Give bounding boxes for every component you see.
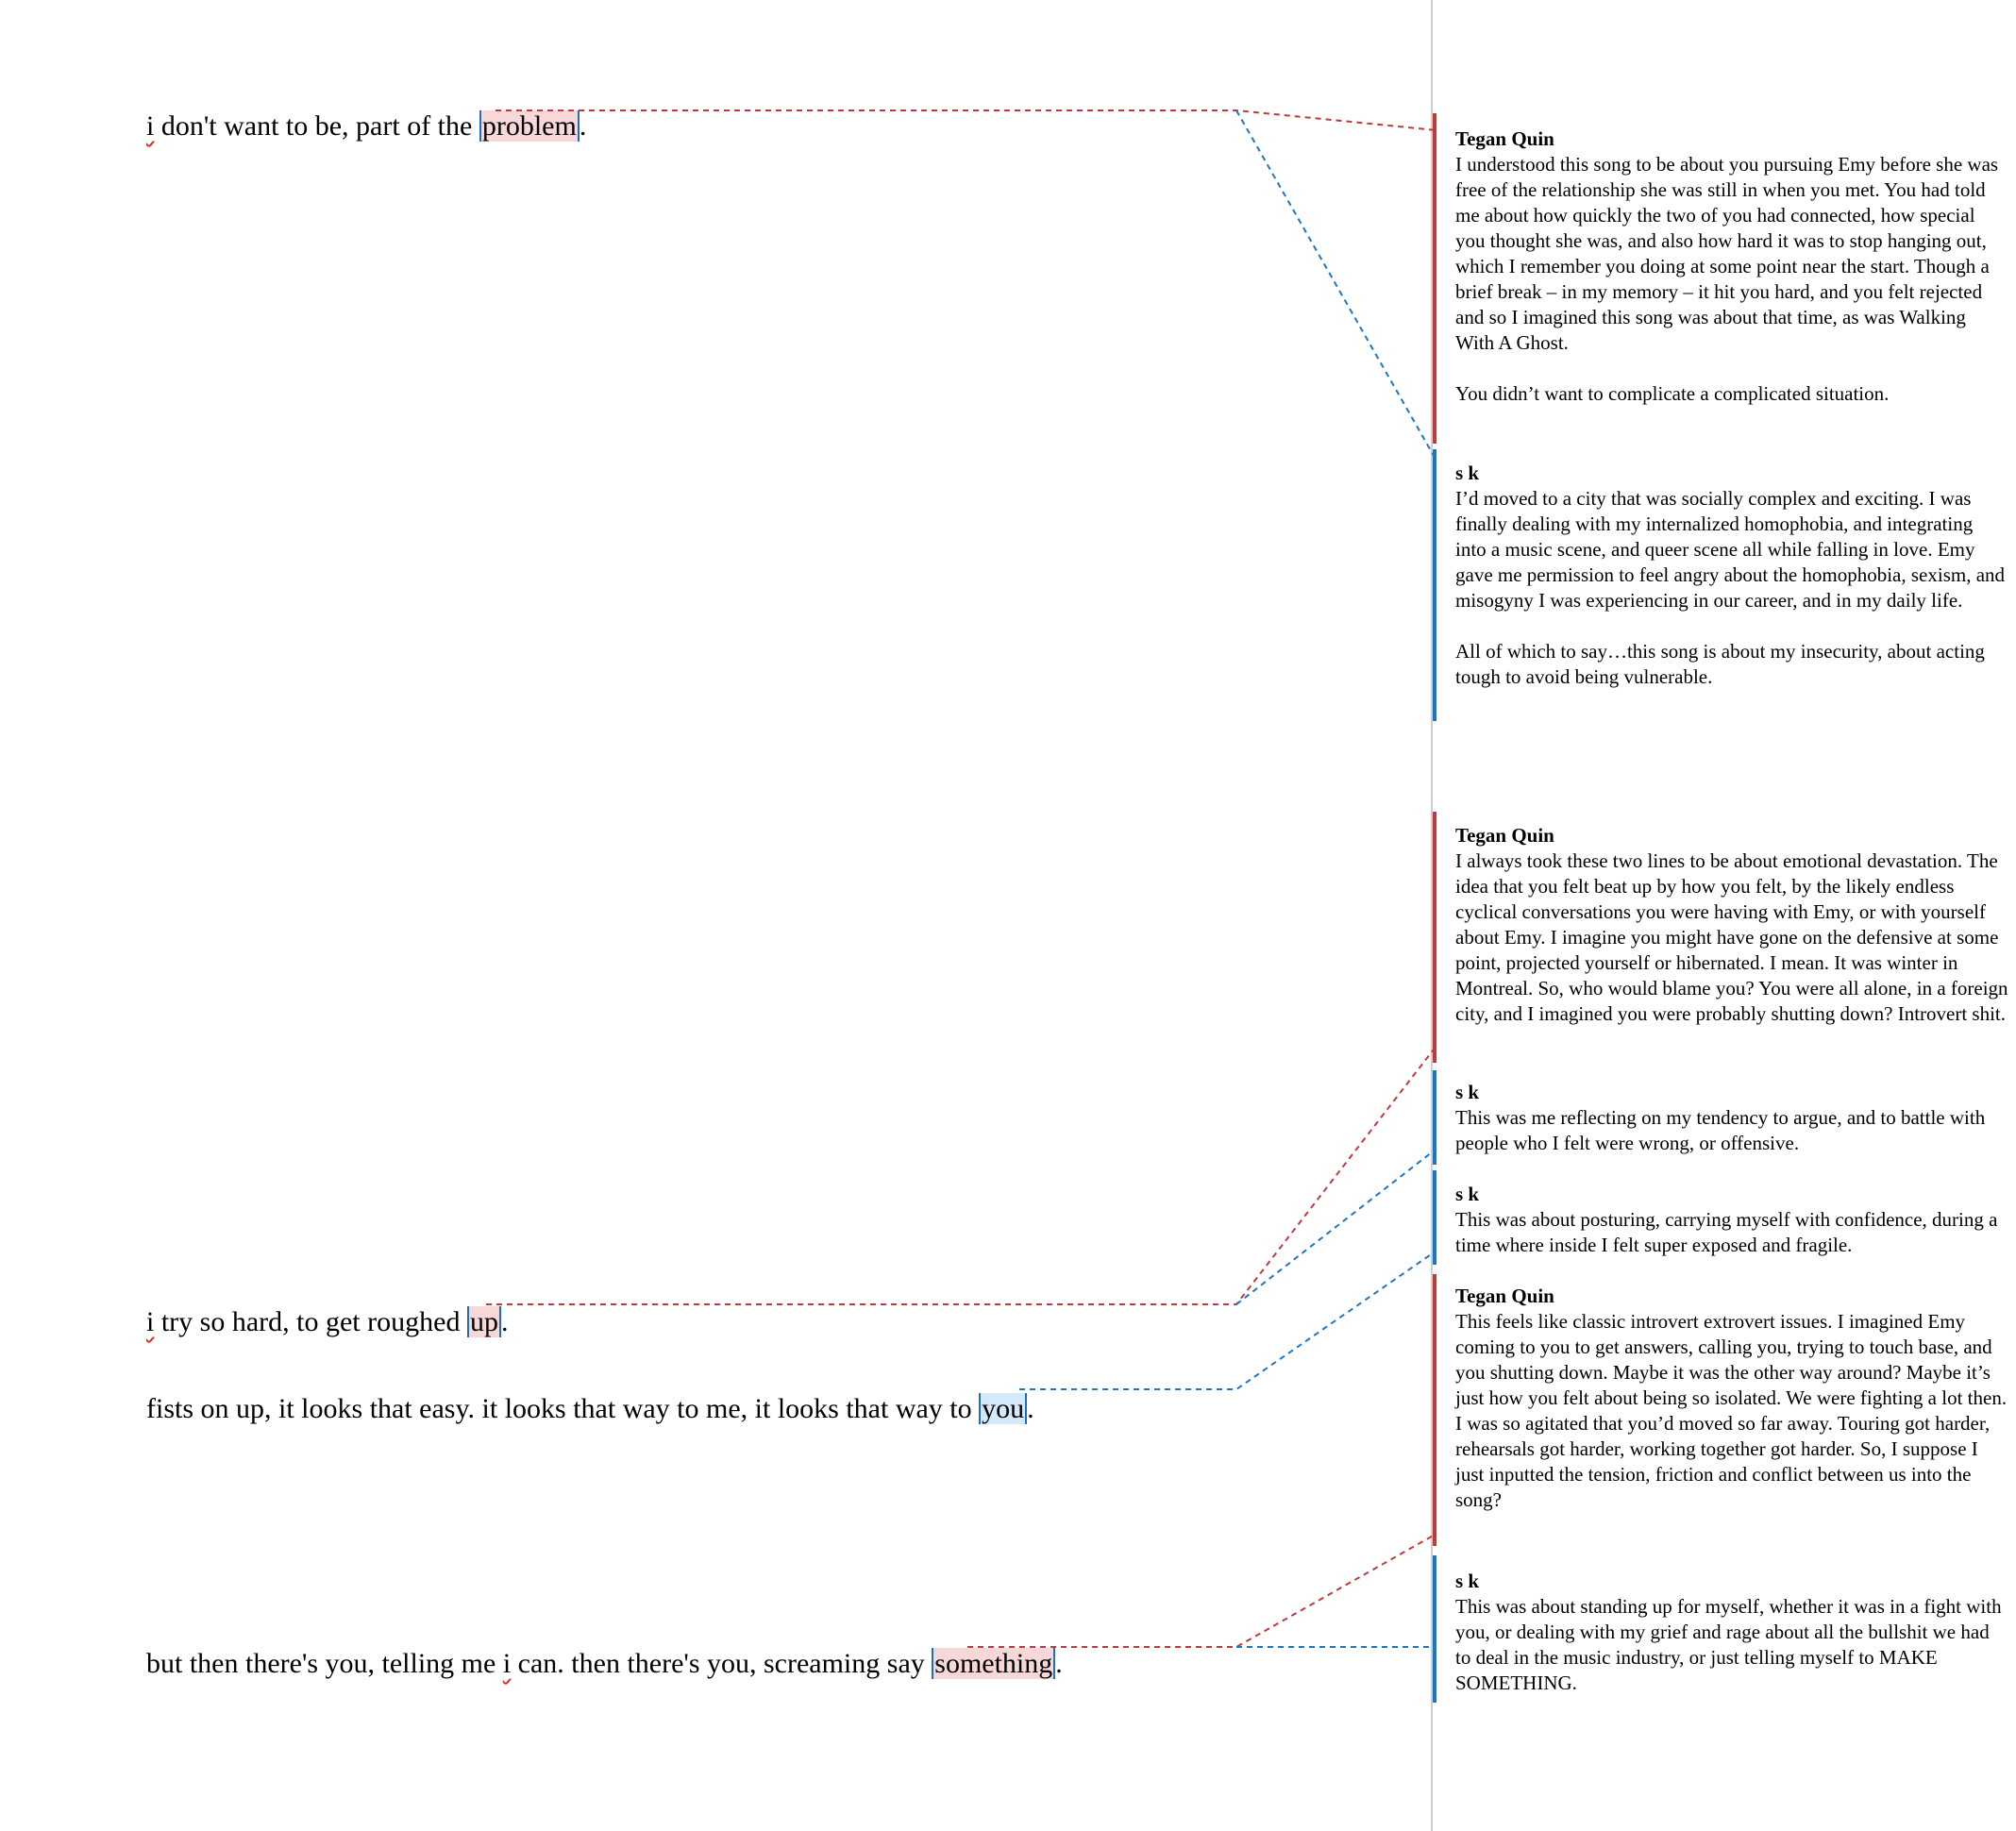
lyric-punct: . [1055,1648,1063,1679]
lyric-text: can. then there's you, screaming say [511,1648,932,1679]
comment-balloon[interactable] [1433,113,2008,444]
lyric-text: but then there's you, telling me [146,1648,503,1679]
comment-author: Tegan Quin [1455,1285,1554,1307]
comment-anchor-problem[interactable]: problem [479,110,580,142]
comment-balloon[interactable] [1433,1274,2008,1546]
comment-text: I understood this song to be about you pursuing Emy before she was free of the relationship she was still in when you met. You had told me about how quickly the two of you had connected, how special you thought she was, and also how hard it was to stop hanging out, which I remember you doing at some point near the start. Though a brief break – in my memory – it hit you hard, and you felt rejected and so I imagined this song was about that time, as was Walking With A Ghost. You didn’t want to complicate a complicated situation. [1455,153,1999,405]
spelling-squiggle[interactable]: i [146,110,155,142]
comment-text: This feels like classic introvert extrovert issues. I imagined Emy coming to you to get answers, calling you, trying to touch base, and you shutting down. Maybe it was the other way around? Maybe it’s just how you felt about being so isolated. We were fighting a lot then. I was so agitated that you’d moved so far away. Touring got harder, rehearsals got harder, working together got harder. So, I suppose I just inputted the tension, friction and conflict between us into the song? [1455,1310,2008,1511]
comment-author: s k [1455,462,1480,484]
lyric-text: don't want to be, part of the [154,110,479,142]
comment-author: s k [1455,1081,1480,1103]
lyric-line-4[interactable] [146,1645,1063,1683]
comment-text: This was about posturing, carrying myself with confidence, during a time where inside I felt super exposed and fragile. [1455,1208,1998,1256]
comment-anchor-you[interactable]: you [979,1393,1027,1424]
comment-text: I always took these two lines to be about emotional devastation. The idea that you felt beat up by how you felt, by the likely endless cyclical conversations you were having with Emy, or with yourself about Emy. I imagine you might have gone on the defensive at some point, projected yourself or hibernated. I mean. It was winter in Montreal. So, who would blame you? You were all alone, in a foreign city, and I imagined you were probably shutting down? Introvert shit. [1455,849,2008,1025]
lyric-line-3[interactable] [146,1390,1034,1428]
comment-balloon[interactable] [1433,1170,2008,1265]
lyric-line-2[interactable] [146,1303,508,1341]
lyric-line-1[interactable] [146,108,586,145]
lyric-text: try so hard, to get roughed [154,1306,467,1337]
comment-text: This was about standing up for myself, whether it was in a fight with you, or dealing with my grief and rage about all the bullshit we had to deal in the music industry, or just telling myself to MAKE SOMETHING. [1455,1595,2002,1694]
lyric-text: fists on up, it looks that easy. it looks that way to me, it looks that way to [146,1393,980,1424]
comment-text: This was me reflecting on my tendency to argue, and to battle with people who I felt were wrong, or offensive. [1455,1106,1986,1154]
comment-anchor-up[interactable]: up [467,1306,501,1337]
comment-text: I’d moved to a city that was socially complex and exciting. I was finally dealing with my internalized homophobia, and integrating into a music scene, and queer scene all while falling in love. Emy gave me permission to feel angry about the homophobia, sexism, and misogyny I was experiencing in our career, and in my daily life. All of which to say…this song is about my insecurity, about acting tough to avoid being vulnerable. [1455,487,2006,688]
spelling-squiggle[interactable]: i [146,1306,155,1337]
comment-balloon[interactable] [1433,449,2008,721]
comment-balloon[interactable] [1433,1070,2008,1165]
lyric-punct: . [500,1306,509,1337]
comment-author: s k [1455,1570,1480,1592]
lyric-punct: . [579,110,587,142]
comment-balloon[interactable] [1433,1555,2008,1703]
comment-author: s k [1455,1183,1480,1205]
spelling-squiggle[interactable]: i [502,1648,512,1679]
comment-anchor-something[interactable]: something [932,1648,1055,1679]
comment-author: Tegan Quin [1455,127,1554,150]
lyric-punct: . [1027,1393,1034,1424]
comment-balloon[interactable] [1433,812,2008,1063]
comment-author: Tegan Quin [1455,824,1554,847]
